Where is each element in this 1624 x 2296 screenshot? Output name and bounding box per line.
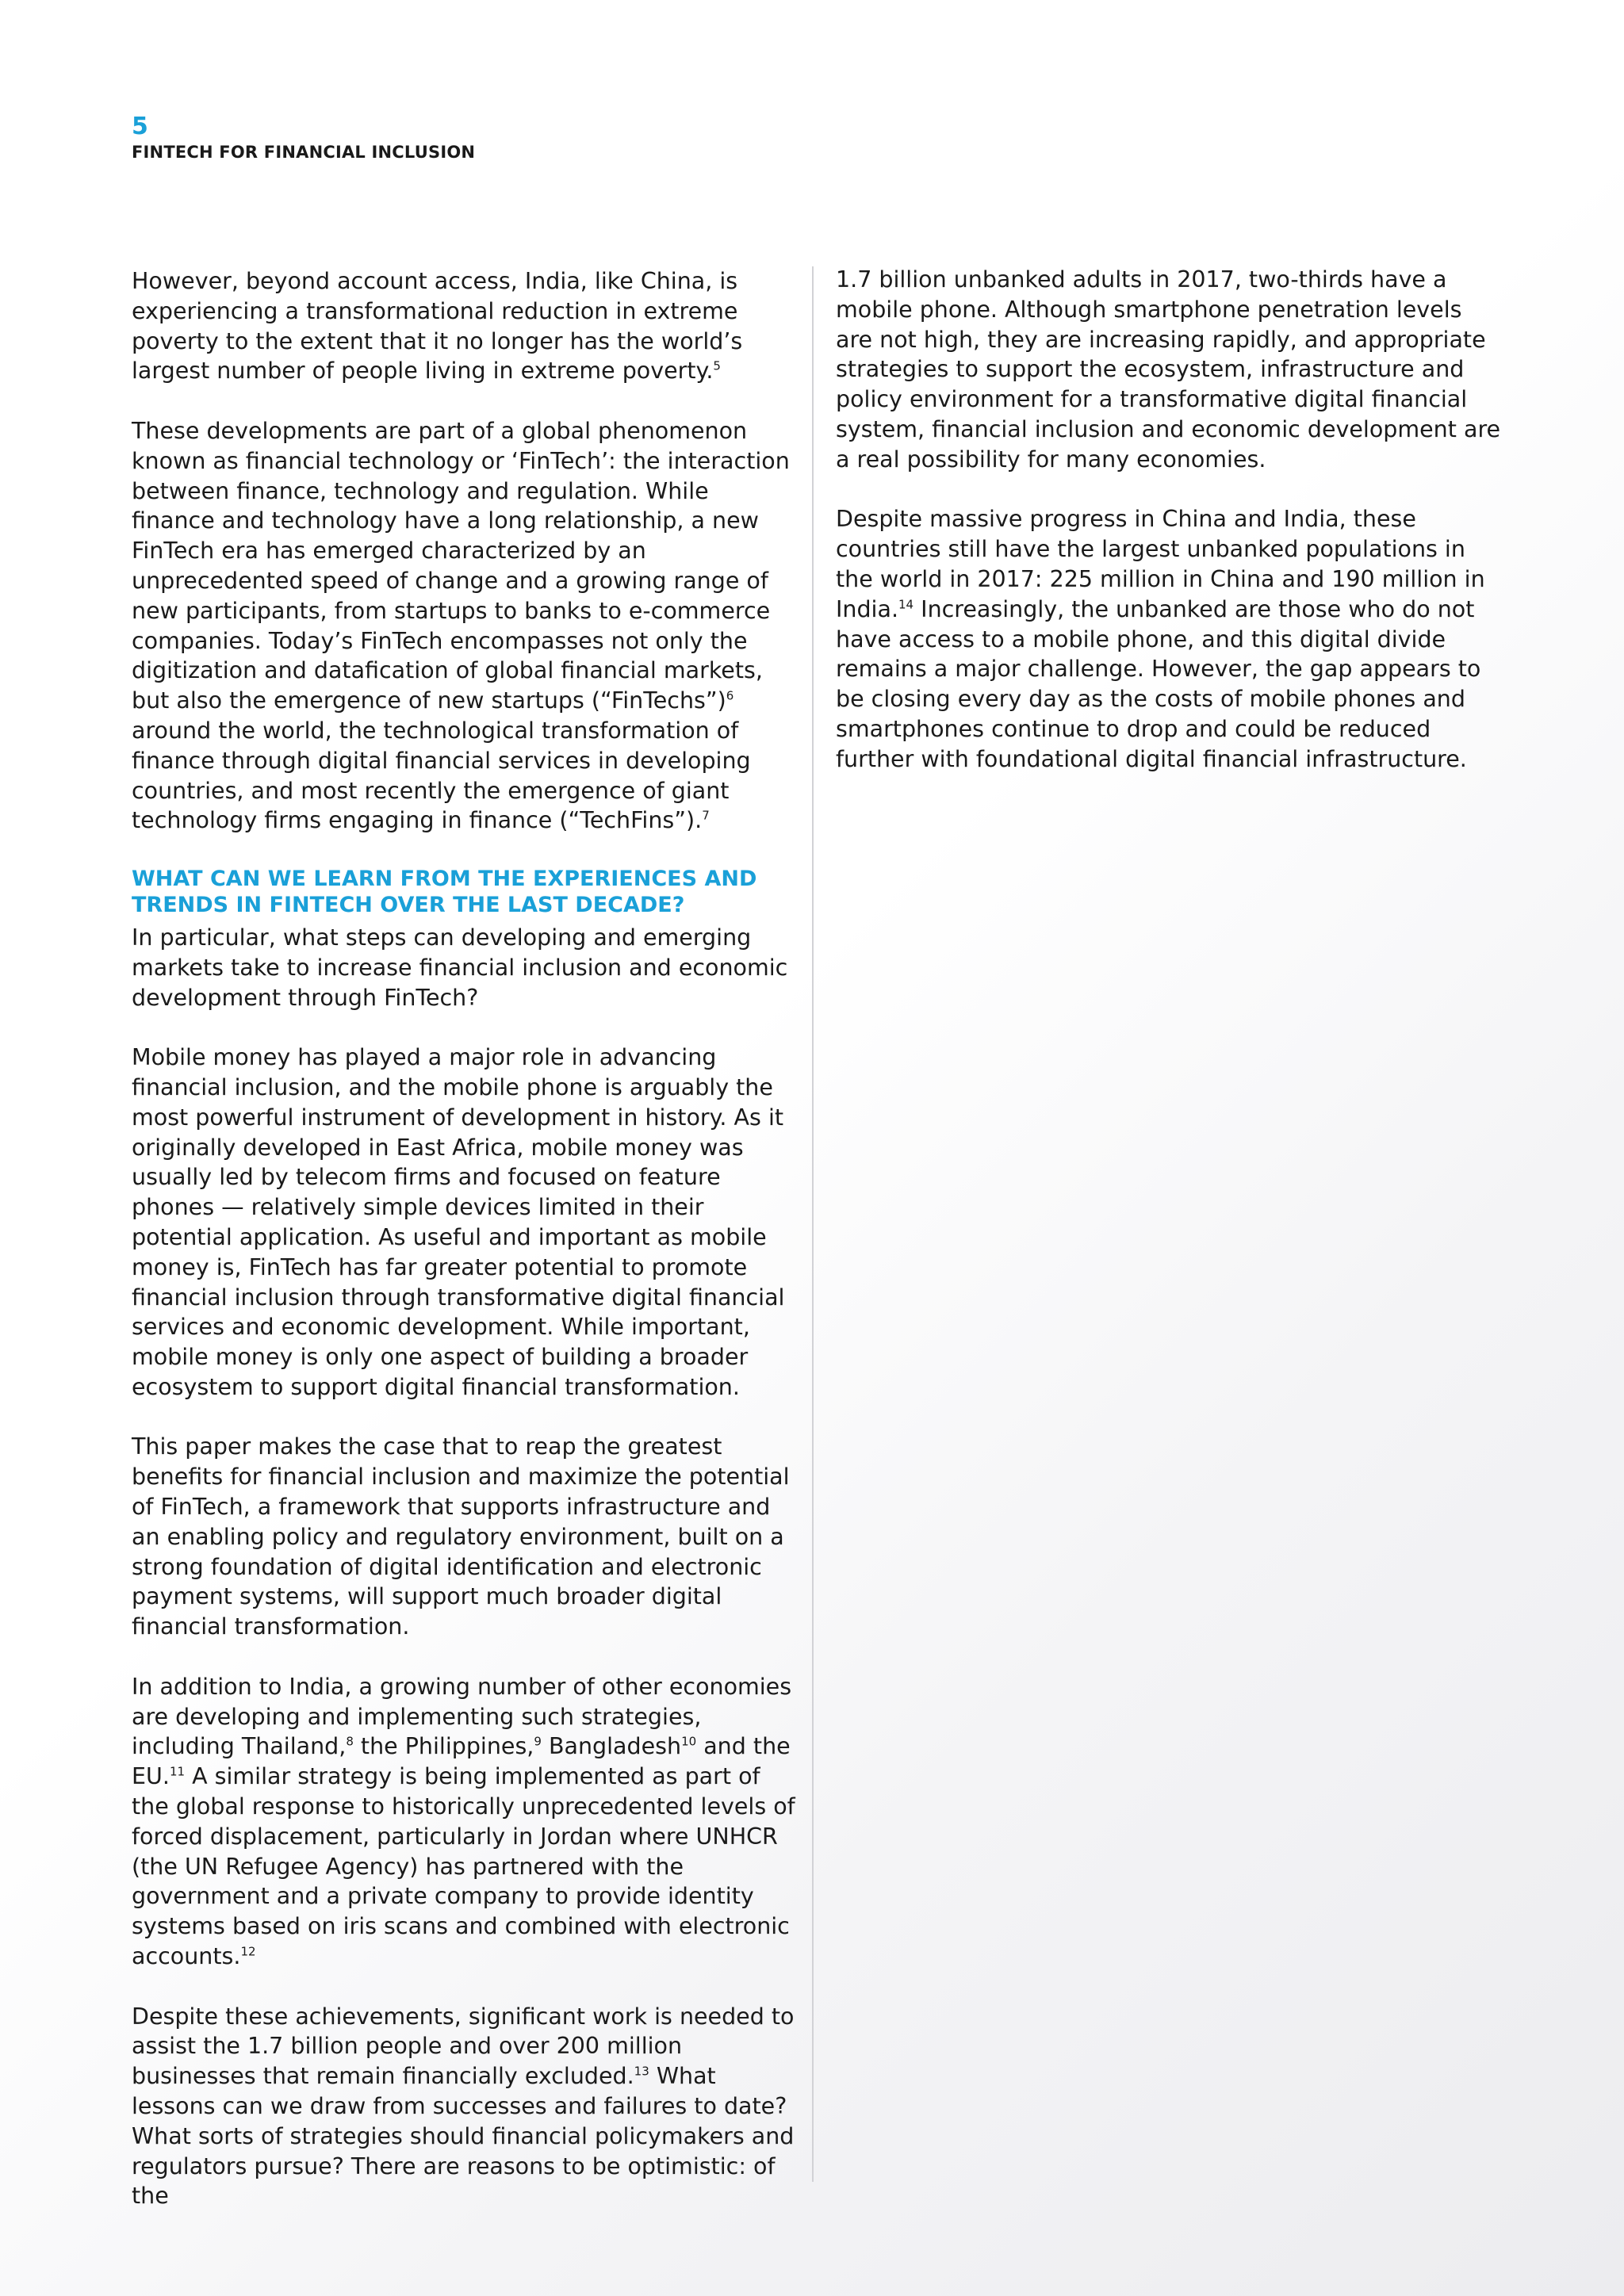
section-heading: WHAT CAN WE LEARN FROM THE EXPERIENCES AND TRENDS IN FINTECH OVER THE LAST DECADE?: [132, 866, 757, 917]
paragraph: In particular, what steps can developing and emerging markets take to increase financial inclusion and economic development through FinTech?: [132, 924, 788, 1011]
footnote-ref[interactable]: 11: [169, 1764, 186, 1779]
footnote-ref[interactable]: 10: [681, 1734, 697, 1749]
paragraph: In addition to India, a growing number of other economies are developing and implementing such strategies, including Thailand,$^8$ the Philippines,$^9$ Bangladesh$^{10}$ and the EU.$^{11}$ A similar strategy is being implemented as part of the global response to historically unprecedented levels of forced displacement, particularly in Jordan where UNHCR (the UN Refugee Agency) has partnered with the government and a private company to provide identity systems based on iris scans and combined with electronic accounts.$^{12}$: [132, 1673, 795, 1970]
footnote-ref[interactable]: 5: [713, 358, 721, 373]
footnote-ref[interactable]: 14: [898, 597, 914, 612]
paragraph: However, beyond account access, India, like China, is experiencing a transformational reduction in extreme poverty to the extent that it no longer has the world’s largest number of people living in extreme poverty.$^5$: [132, 268, 743, 385]
footnote-ref[interactable]: 13: [634, 2064, 649, 2079]
paragraph: Mobile money has played a major role in advancing financial inclusion, and the mobile phone is arguably the most powerful instrument of development in history. As it originally developed in East Africa, mobile money was usually led by telecom firms and focused on feature phones — relatively simple devices limited in their potential application. As useful and important as mobile money is, FinTech has far greater potential to promote financial inclusion through transformative digital financial services and economic development. While important, mobile money is only one aspect of building a broader ecosystem to support digital financial transformation.: [132, 1044, 785, 1400]
page-number: 5: [132, 113, 148, 140]
paragraph: 1.7 billion unbanked adults in 2017, two-thirds have a mobile phone. Although smartphone penetration levels are not high, they are increasing rapidly, and appropriate strategies to support the ecosystem, infrastructure and policy environment for a transformative digital financial system, financial inclusion and economic development are a real possibility for many economies.: [836, 266, 1501, 473]
paragraph: Despite these achievements, significant work is needed to assist the 1.7 billion people and over 200 million businesses that remain financially excluded.$^{13}$ What lessons can we draw from successes and failures to date? What sorts of strategies should financial policymakers and regulators pursue? There are reasons to be optimistic: of the: [132, 2003, 795, 2210]
paragraph: This paper makes the case that to reap the greatest benefits for financial inclusion and maximize the potential of FinTech, a framework that supports infrastructure and an enabling policy and regulatory environment, built on a strong foundation of digital identification and electronic payment systems, will support much broader digital financial transformation.: [132, 1433, 790, 1640]
footnote-ref[interactable]: 8: [346, 1734, 354, 1749]
footnote-ref[interactable]: 6: [726, 688, 734, 703]
paragraph: Despite massive progress in China and India, these countries still have the largest unbanked populations in the world in 2017: 225 million in China and 190 million in India.$^{14}$ Increasingly, the unbanked are those who do not have access to a mobile phone, and this digital divide remains a major challenge. However, the gap appears to be closing every day as the costs of mobile phones and smartphones continue to drop and could be reduced further with foundational digital financial infrastructure.: [836, 506, 1485, 772]
column-divider: [812, 266, 814, 2182]
footnote-ref[interactable]: 7: [702, 808, 710, 823]
right-column: [836, 265, 1502, 775]
paragraph: These developments are part of a global phenomenon known as financial technology or ‘FinTech’: the interaction between finance, technology and regulation. While finance and technology have a long relationship, a new FinTech era has emerged characterized by an unprecedented speed of change and a growing range of new participants, from startups to banks to e-commerce companies. Today’s FinTech encompasses not only the digitization and datafication of global financial markets, but also the emergence of new startups (“FinTechs”)$^6$ around the world, the technological transformation of finance through digital financial services in developing countries, and most recently the emergence of giant technology firms engaging in finance (“TechFins”).$^7$: [132, 417, 790, 834]
page-header: [132, 114, 475, 163]
left-column: [132, 266, 798, 2211]
footnote-ref[interactable]: 9: [534, 1734, 542, 1749]
document-title: FINTECH FOR FINANCIAL INCLUSION: [132, 143, 476, 162]
footnote-ref[interactable]: 12: [240, 1944, 256, 1959]
